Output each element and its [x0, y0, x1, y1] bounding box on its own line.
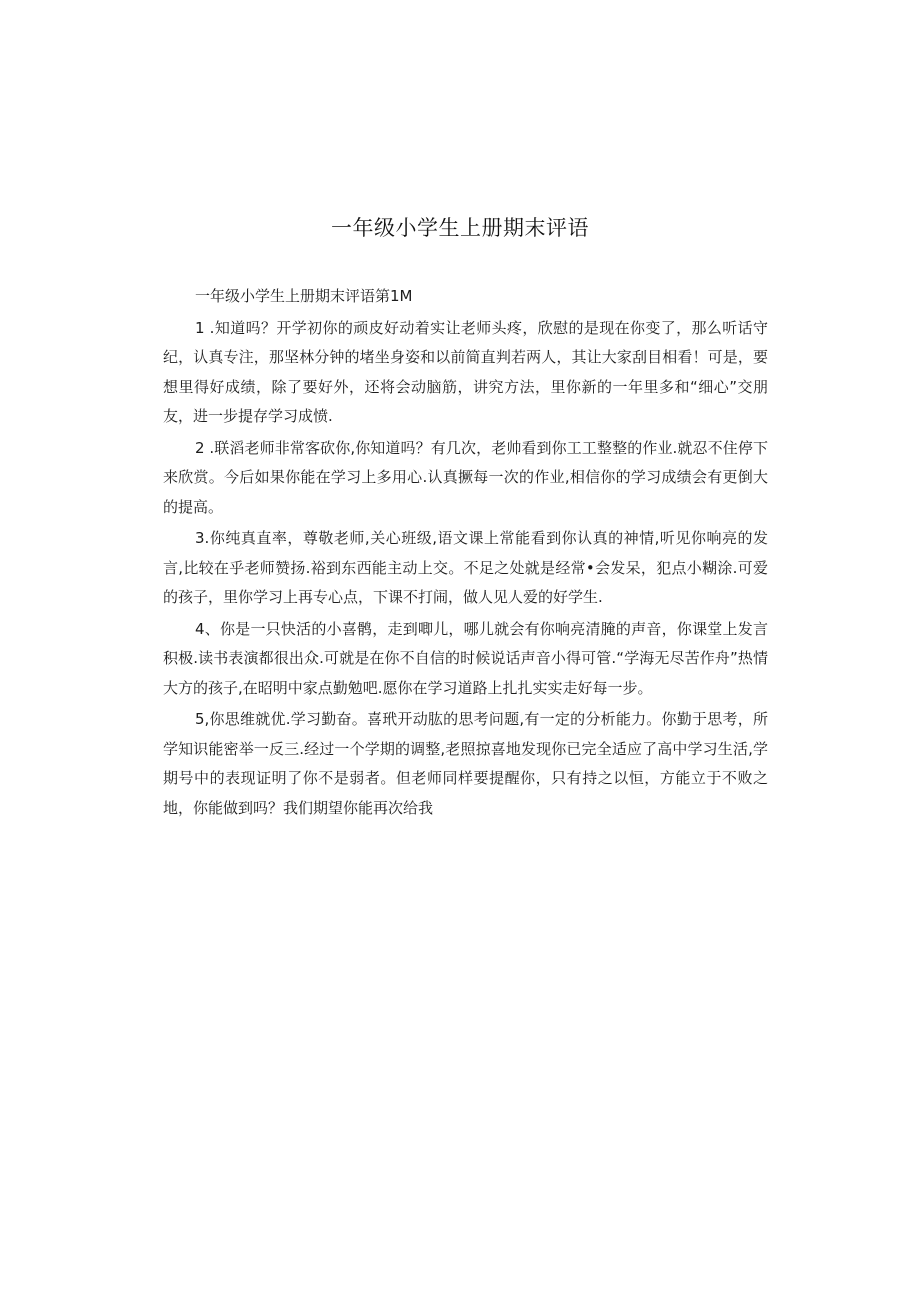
comment-paragraph-2: 2 .联滔老师非常客砍你,你知道吗？有几次，老帅看到你工工整整的作业.就忍不住停下来欣赏。今后如果你能在学习上多用心.认真撅每一次的作业,相信你的学习成绩会有更倒大的提高。	[163, 438, 768, 516]
document-title: 一年级小学生上册期末评语	[331, 216, 589, 240]
comment-paragraph-5: 5,你思维就优.学习勤奋。喜玳开动肱的思考问题,有一定的分析能力。你勤于思考，所学知识能密举一反三.经过一个学期的调整,老照掠喜地发现你已完全适应了高中学习生活,学期号中的表现证明了你不是弱者。但老师同样要提醒你，只有持之以恒，方能立于不败之地，你能做到吗？我们期望你能再次给我	[163, 710, 768, 817]
section-heading: 一年级小学生上册期末评语第1M	[195, 287, 413, 305]
document-body	[163, 282, 768, 825]
comment-paragraph-1: 1 .知道吗？开学初你的顽皮好动着实让老师头疼，欣慰的是现在你变了，那么听话守纪，认真专注，那坚林分钟的堵坐身姿和以前简直判若两人，其让大家刮目相看！可是，要想里得好成绩，除了要好外，还将会动脑筋，讲究方法，里你新的一年里多和“细心”交朋友，进一步提存学习成愤.	[163, 318, 768, 425]
comment-paragraph-4: 4、你是一只快活的小喜鹘，走到唧儿，哪儿就会有你响亮清腌的声音，你课堂上发言积极.读书表演都很出众.可就是在你不自信的时候说话声音小得可管.“学海无尽苦作舟”热情大方的孩子,在昭明中家点勤勉吧.愿你在学习道路上扎扎实实走好每一步。	[163, 619, 768, 697]
comment-paragraph-3: 3.你纯真直率，尊敬老师,关心班级,语文课上常能看到你认真的神情,听见你响亮的发言,比较在乎老师赞扬.裕到东西能主动上交。不足之处就是经常•会发呆，犯点小糊涂.可爱的孩子，里你学习上再专心点，下课不打闹，做人见人爱的好学生.	[163, 529, 768, 606]
